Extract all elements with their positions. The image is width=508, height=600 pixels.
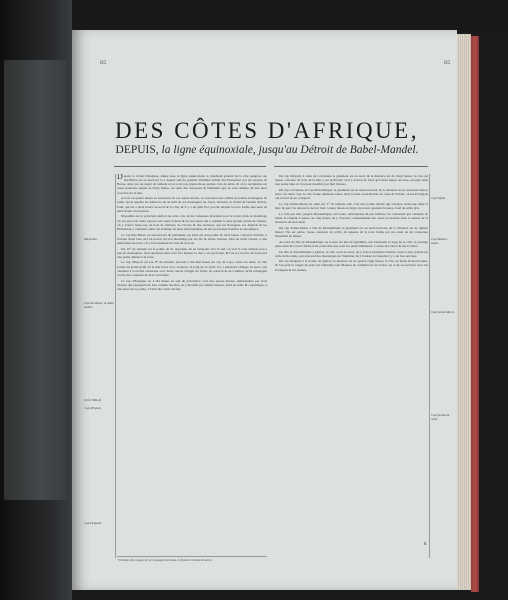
page-number-right: 65 [444,60,451,66]
title-rule-right [274,166,428,167]
paragraph: Le cap d'Espagne est à dix lieues au sud du précédent; c'est une pointe élevée, remarquable par trois mornes qui paraissent de loin comme des îles; on y mouille par quinze brasses, fond de sable & coquillages, à une lieue de la pointe, à l'abri des vents du sud. [117,278,267,291]
book-cover-edge [471,36,479,592]
page-title: DES CÔTES D'AFRIQUE, [115,118,419,143]
right-margin-rule [429,174,430,558]
subtitle-lead: DEPUIS [115,144,156,156]
margin-note: Cap Quiloa & nord. [431,413,450,421]
footnote: * Extraites des voyages de la Compagnie des Indes, le Neptune Oriental & autres. [117,556,267,562]
page-number-left: 65 [100,60,107,66]
margin-note: Cap Mozam-bique. [431,237,448,245]
paragraph: Au nord de l'île de Mozambique on trouve les îles de Quirimba, qui s'étendent le long de la côte; le passage entre elles & la terre ferme n'est praticable que pour les petits bâtiments, à cause des bancs & des rochers. [275,239,428,248]
page-subtitle: DEPUIS, la ligne équinoxiale, jusqu'au Détroit de Babel-Mandel. [115,144,419,156]
margin-note: Mayamba. [84,237,98,241]
drop-cap: D [117,174,123,181]
text-column-right [275,174,428,558]
paragraph: Le cap d'Espoir est par 9° de latitude, environ à dix-huit lieues du cap de Lopo; entre les deux, la côte forme un grand golfe où la mer brise avec violence; le long de ce golfe il y a plusieurs villages de noirs, qui viennent à bord des vaisseaux avec leurs canots chargés de fruits, de poisson & de volailles qu'ils échangent contre des couteaux & de la verroterie. [117,260,267,277]
signature-mark: R [424,541,427,546]
margin-note: Cap Delgado. [84,521,102,525]
paragraph: La côte qui suit, jusqu'à Mozambique, est basse, sablonneuse & peu habitée; les vaisseaux qui viennent de l'Inde la rangent à quatre ou cinq lieues, & y trouvent ordinairement des vents favorables dans la saison de la mousson du sud-ouest. [275,211,428,225]
margin-note: Cap Sofala. [431,196,447,200]
scan-background-top [0,0,508,30]
margin-note: Cap des Bains, & Adan Gallés. [84,301,114,309]
left-margin-rule [115,174,116,558]
paragraph: Depuis la rivière Danjique, située sous la ligne équinoxiale, le gisement général de la côte jusqu'au cap Ste-Barbe est au nord-est ¼ à degrés sud du premier méridien habité des Européens par les Açores, & Borne, situé par un degré de latitude nord, n'est pas grand-chose qu'une côte de sable, & où la navigation est assez heureuse depuis la Falsa Marie, au salut des vaisseaux & bâtiments que le vent ramène, & une terre couverte de la mer. [117,174,267,195]
paragraph: Du cap Delgado à celui de Corrientes le gisement est au nord, & la distance est de vingt lieues; la côte est basse, couverte de bois, & la mer y est profonde; on n'y trouve de fond qu'à deux lieues de terre, excepté dans une petite baie où l'on peut mouiller par huit brasses. [275,174,428,187]
left-page-edge [4,60,66,500]
paragraph: A trois ou quatre lieues au sud-ouest de ces quatre monts, on rencontre une chaîne de petites montagnes de sable, qu'on appelle les Amorces, & au-delà de ces montagnes les Jazos, Alcanza, la rivière & l'entrée du bas-fond, qui est à deux lieues au nord de la côte, & il y a un petit îlot, proche duquel la terre forme une anse de deux lieues d'ouverture. [117,196,267,213]
paragraph: Du cap Delgado à la rivière de Quiloa, la distance est de quatre-vingt lieues; la côte est haute & bien boisée, & l'on peut la ranger de près; les habitants sont Maures, & commercent en ivoire, en or & en esclaves avec les Portugais & les Arabes. [275,259,428,272]
margin-note: Cap Sainte-Marie. [431,310,455,314]
paragraph: De l'île de Mozambique à Quiloa, la côte court au nord; on y trouve plusieurs rivières, dont la plus grande est celle de Rovuma, qui descend des montagnes de l'intérieur, & à l'entrée de laquelle il y a un bon ancrage. [275,249,428,258]
margin-note: Cap d'Espoir. [84,406,102,410]
text-column-left [117,174,267,558]
paragraph: Par 10° de latitude est la pointe de St. Agostino, & en avançant vers le sud, on voit la côte s'élever peu à peu en montagnes, dont quelques-unes sont fort hautes; la mer y est profonde, & l'on n'y trouve de fond qu'à une petite distance de terre. [117,246,267,259]
title-rule-left [114,166,266,167]
page-fore-edge [457,34,471,590]
paragraph: Du cap Corrientes au cap Mozambique, le gisement est au nord-nord-est, & la distance est de quarante lieues; entre ces deux caps la côte forme plusieurs baies, dont la plus considérable est celle de Sofala, où les Portugais ont un fort & un comptoir. [275,187,428,201]
paragraph: Le cap Sainte-Marie est situé par 5° de latitude sud; c'est une pointe élevée qui s'avance beaucoup dans la mer, & que l'on découvre de fort loin; à deux lieues au large on trouve quarante brasses, fond de sable gris. [275,201,428,211]
paragraph: Du cap Sainte-Marie à l'île de Mozambique le gisement est au nord-nord-est, & la distance est de quinze lieues; l'île est petite, basse, entourée de récifs, & séparée de la terre ferme par un canal où les vaisseaux mouillent en sûreté. [275,225,428,239]
paragraph: Le cap Des Bains, au sud-sud-est du précédent, est situé sur une pointe de terre basse, couverte d'arbres, à l'entrée d'une baie où l'on trouve un bon mouillage par les dix & douze brasses, fond de sable vaseux, à une demi-lieue de terre; on y fait aisément de l'eau & du bois. [117,232,267,245]
margin-note: Serret Bâb-di. [84,398,102,402]
paragraph: Mayamba est le principal endroit de cette côte où les vaisseaux abordent pour la traite; mais le mouillage n'y est pas bon, étant exposé aux vents d'ouest & de sud-ouest qui y règnent la plus grande partie de l'année; on y trouve beaucoup de bois de teinture, de l'ivoire & des esclaves, que les Portugais, les Anglois & les Hollandois y viennent traiter en échange de leurs marchandises, & des provisions fraîches en abondance. [117,214,267,231]
subtitle-rest: la ligne équinoxiale, jusqu'au Détroit de Babel-Mandel. [161,144,419,156]
